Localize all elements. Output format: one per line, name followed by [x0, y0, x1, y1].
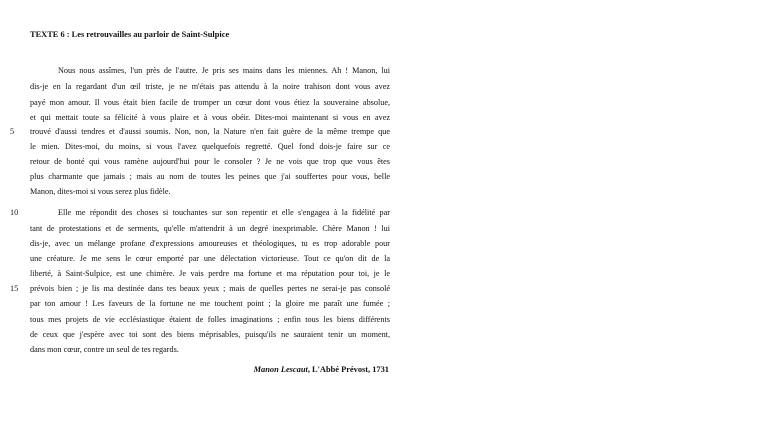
paragraph-2-line-7: par ton amour ! Les faveurs de la fortune ne me touchent point ; la gloire me paraît une fumée ;: [30, 299, 390, 308]
paragraph-2-line-2: tant de protestations et de serments, qu'elle m'attendrit à un degré inexprimable. Chère Manon ! lui: [30, 224, 390, 233]
line-number-5: 5: [10, 127, 15, 136]
citation-work-title: Manon Lescaut: [253, 365, 308, 374]
paragraph-2-line-1: Elle me répondit des choses si touchantes sur son repentir et elle s'engagea à la fidélité par: [58, 208, 390, 217]
paragraph-1-line-3: payé mon amour. Il vous était bien facile de tromper un cœur dont vous étiez la souveraine absolue,: [30, 98, 390, 107]
line-number-10: 10: [10, 208, 19, 217]
paragraph-1-line-8: plus charmante que jamais ; mais au nom de toutes les peines que j'ai souffertes pour vous, belle: [30, 172, 390, 181]
paragraph-2-line-8: tous mes projets de vie ecclésiastique étaient de folles imaginations ; enfin tous les biens différents: [30, 315, 390, 324]
citation-author-year: , L'Abbé Prévost, 1731: [307, 365, 389, 374]
paragraph-1-line-1: Nous nous assîmes, l'un près de l'autre. Je pris ses mains dans les miennes. Ah ! Manon, lui: [58, 66, 390, 75]
paragraph-1-line-6: le mien. Dites-moi, du moins, si vous l'avez quelquefois regretté. Quel fond dois-je faire sur ce: [30, 142, 390, 151]
paragraph-2-line-3: dis-je, avec un mélange profane d'expressions amoureuses et théologiques, tu es trop adorable pour: [30, 239, 390, 248]
paragraph-1-line-9: Manon, dites-moi si vous serez plus fidèle.: [30, 187, 171, 196]
paragraph-1-line-4: et qui mettait toute sa félicité à vous plaire et à vous obéir. Dites-moi maintenant si vous en avez: [30, 113, 390, 122]
paragraph-2-line-4: une créature. Je me sens le cœur emporté par une délectation victorieuse. Tout ce qu'on dit de la: [30, 254, 390, 263]
paragraph-2-line-6: prévois bien ; je lis ma destinée dans tes beaux yeux ; mais de quelles pertes ne serai-je pas consolé: [30, 284, 390, 293]
citation: [254, 365, 389, 374]
paragraph-1-line-2: dis-je en la regardant d'un œil triste, je ne m'étais pas attendu à la noire trahison dont vous avez: [30, 82, 390, 91]
paragraph-1-line-7: retour de bonté qui vous ramène aujourd'hui pour le consoler ? Je ne vois que trop que vous êtes: [30, 157, 390, 166]
paragraph-2-line-5: liberté, à Saint-Sulpice, est une chimère. Je vais perdre ma fortune et ma réputation pour toi, je le: [30, 269, 390, 278]
paragraph-2-line-9: de ceux que j'espère avec toi sont des biens méprisables, puisqu'ils ne sauraient tenir un moment,: [30, 330, 390, 339]
line-number-15: 15: [10, 284, 19, 293]
document-title: TEXTE 6 : Les retrouvailles au parloir de Saint-Sulpice: [30, 30, 230, 39]
paragraph-1-line-5: trouvé d'aussi tendres et d'aussi soumis. Non, non, la Nature n'en fait guère de la même trempe que: [30, 127, 390, 136]
paragraph-2-line-10: dans mon cœur, contre un seul de tes regards.: [30, 345, 179, 354]
